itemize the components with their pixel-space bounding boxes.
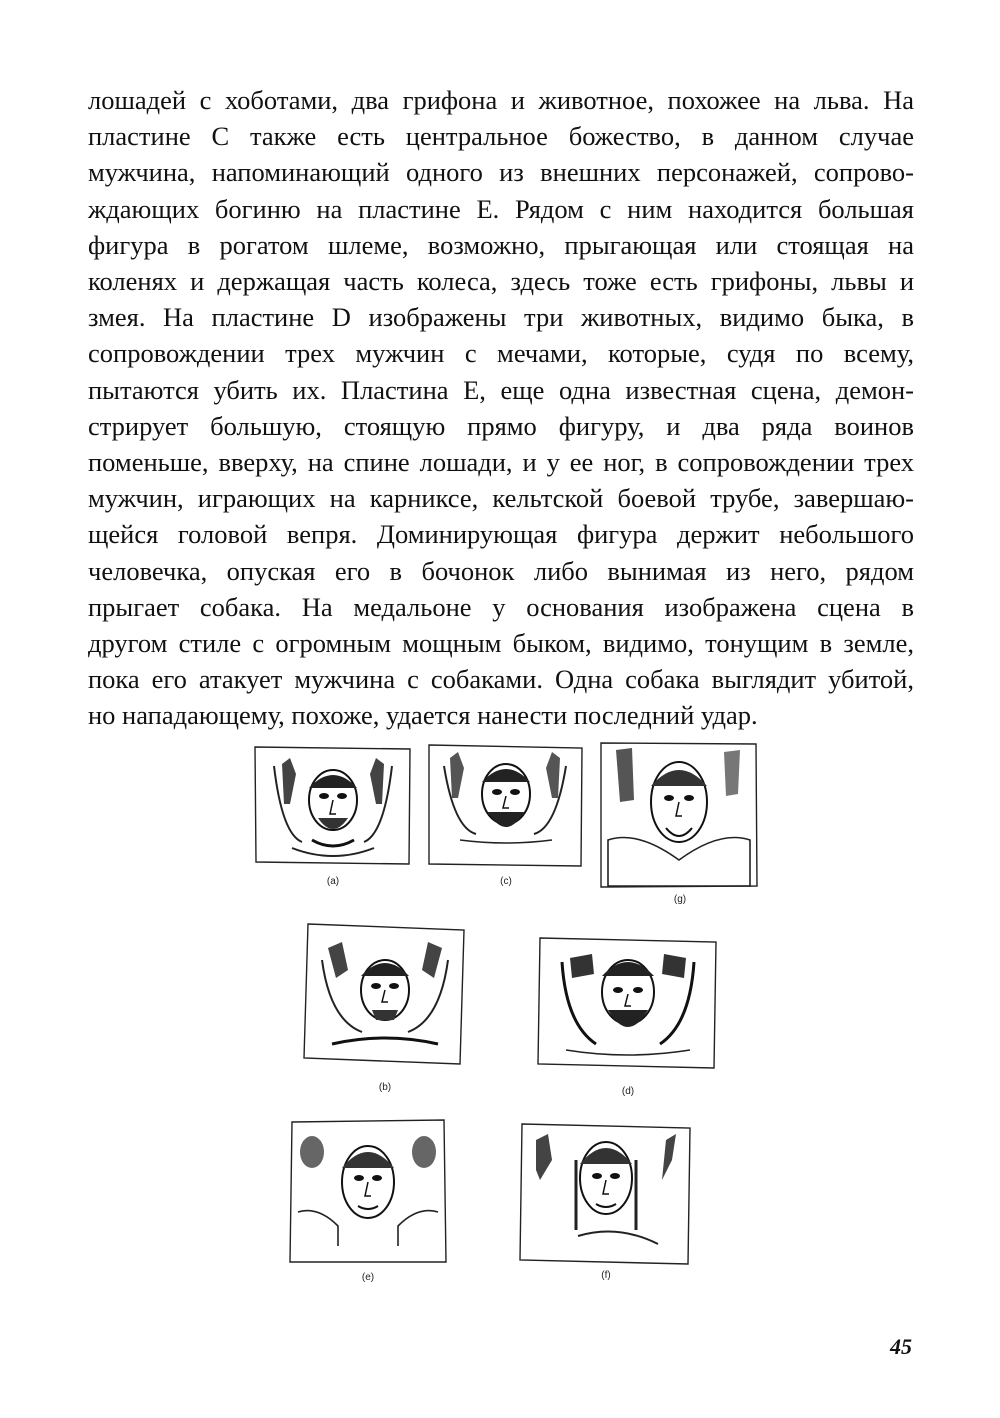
caption-b: (b)	[378, 1082, 392, 1093]
plate-d-drawing	[536, 934, 720, 1072]
plate-b-drawing	[302, 920, 468, 1068]
caption-d: (d)	[621, 1086, 635, 1097]
text-line: человечка, опуская его в бочонок либо вынимая из него, рядом	[88, 555, 914, 586]
caption-a: (a)	[326, 876, 340, 887]
text-line: поменьше, вверху, на спине лошади, и у ее ног, в сопровождении трех	[88, 447, 914, 478]
text-line: стрирует большую, стоящую прямо фигуру, и два ряда воинов	[88, 410, 914, 441]
plate-g-drawing	[598, 740, 760, 890]
plate-f-drawing	[518, 1120, 694, 1268]
caption-c: (c)	[500, 876, 512, 887]
text-line: пока его атакует мужчина с собаками. Одна собака выглядит убитой,	[88, 664, 914, 695]
text-line: но нападающему, похоже, удается нанести последний удар.	[88, 700, 758, 731]
plate-a-drawing	[252, 744, 414, 868]
text-line: мужчин, играющих на карниксе, кельтской боевой трубе, завершаю-	[88, 483, 914, 514]
text-line: фигура в рогатом шлеме, возможно, прыгающая или стоящая на	[88, 229, 914, 260]
text-line: прыгает собака. На медальоне у основания изображена сцена в	[88, 591, 914, 622]
text-line: сопровождении трех мужчин с мечами, которые, судя по всему,	[88, 338, 914, 369]
text-line: ждающих богиню на пластине Е. Рядом с ним находится большая	[88, 193, 914, 224]
caption-f: (f)	[601, 1270, 611, 1281]
text-line: пластине С также есть центральное божество, в данном случае	[88, 121, 914, 152]
caption-e: (e)	[361, 1272, 375, 1283]
body-text	[88, 82, 914, 734]
cauldron-plates-figure	[240, 736, 760, 1296]
plate-e-drawing	[288, 1116, 448, 1266]
caption-g: (g)	[673, 894, 687, 905]
text-line: мужчина, напоминающий одного из внешних персонажей, сопрово-	[88, 157, 914, 188]
text-line: щейся головой вепря. Доминирующая фигура держит небольшого	[88, 519, 914, 550]
page-number: 45	[890, 1334, 912, 1359]
text-line: змея. На пластине D изображены три животных, видимо быка, в	[88, 302, 914, 333]
plate-c-drawing	[426, 742, 586, 870]
text-line: лошадей с хоботами, два грифона и животное, похожее на льва. На	[88, 85, 914, 115]
text-line: коленях и держащая часть колеса, здесь тоже есть грифоны, львы и	[88, 266, 914, 297]
text-line: пытаются убить их. Пластина Е, еще одна известная сцена, демон-	[88, 374, 914, 405]
text-line: другом стиле с огромным мощным быком, видимо, тонущим в земле,	[88, 628, 914, 659]
